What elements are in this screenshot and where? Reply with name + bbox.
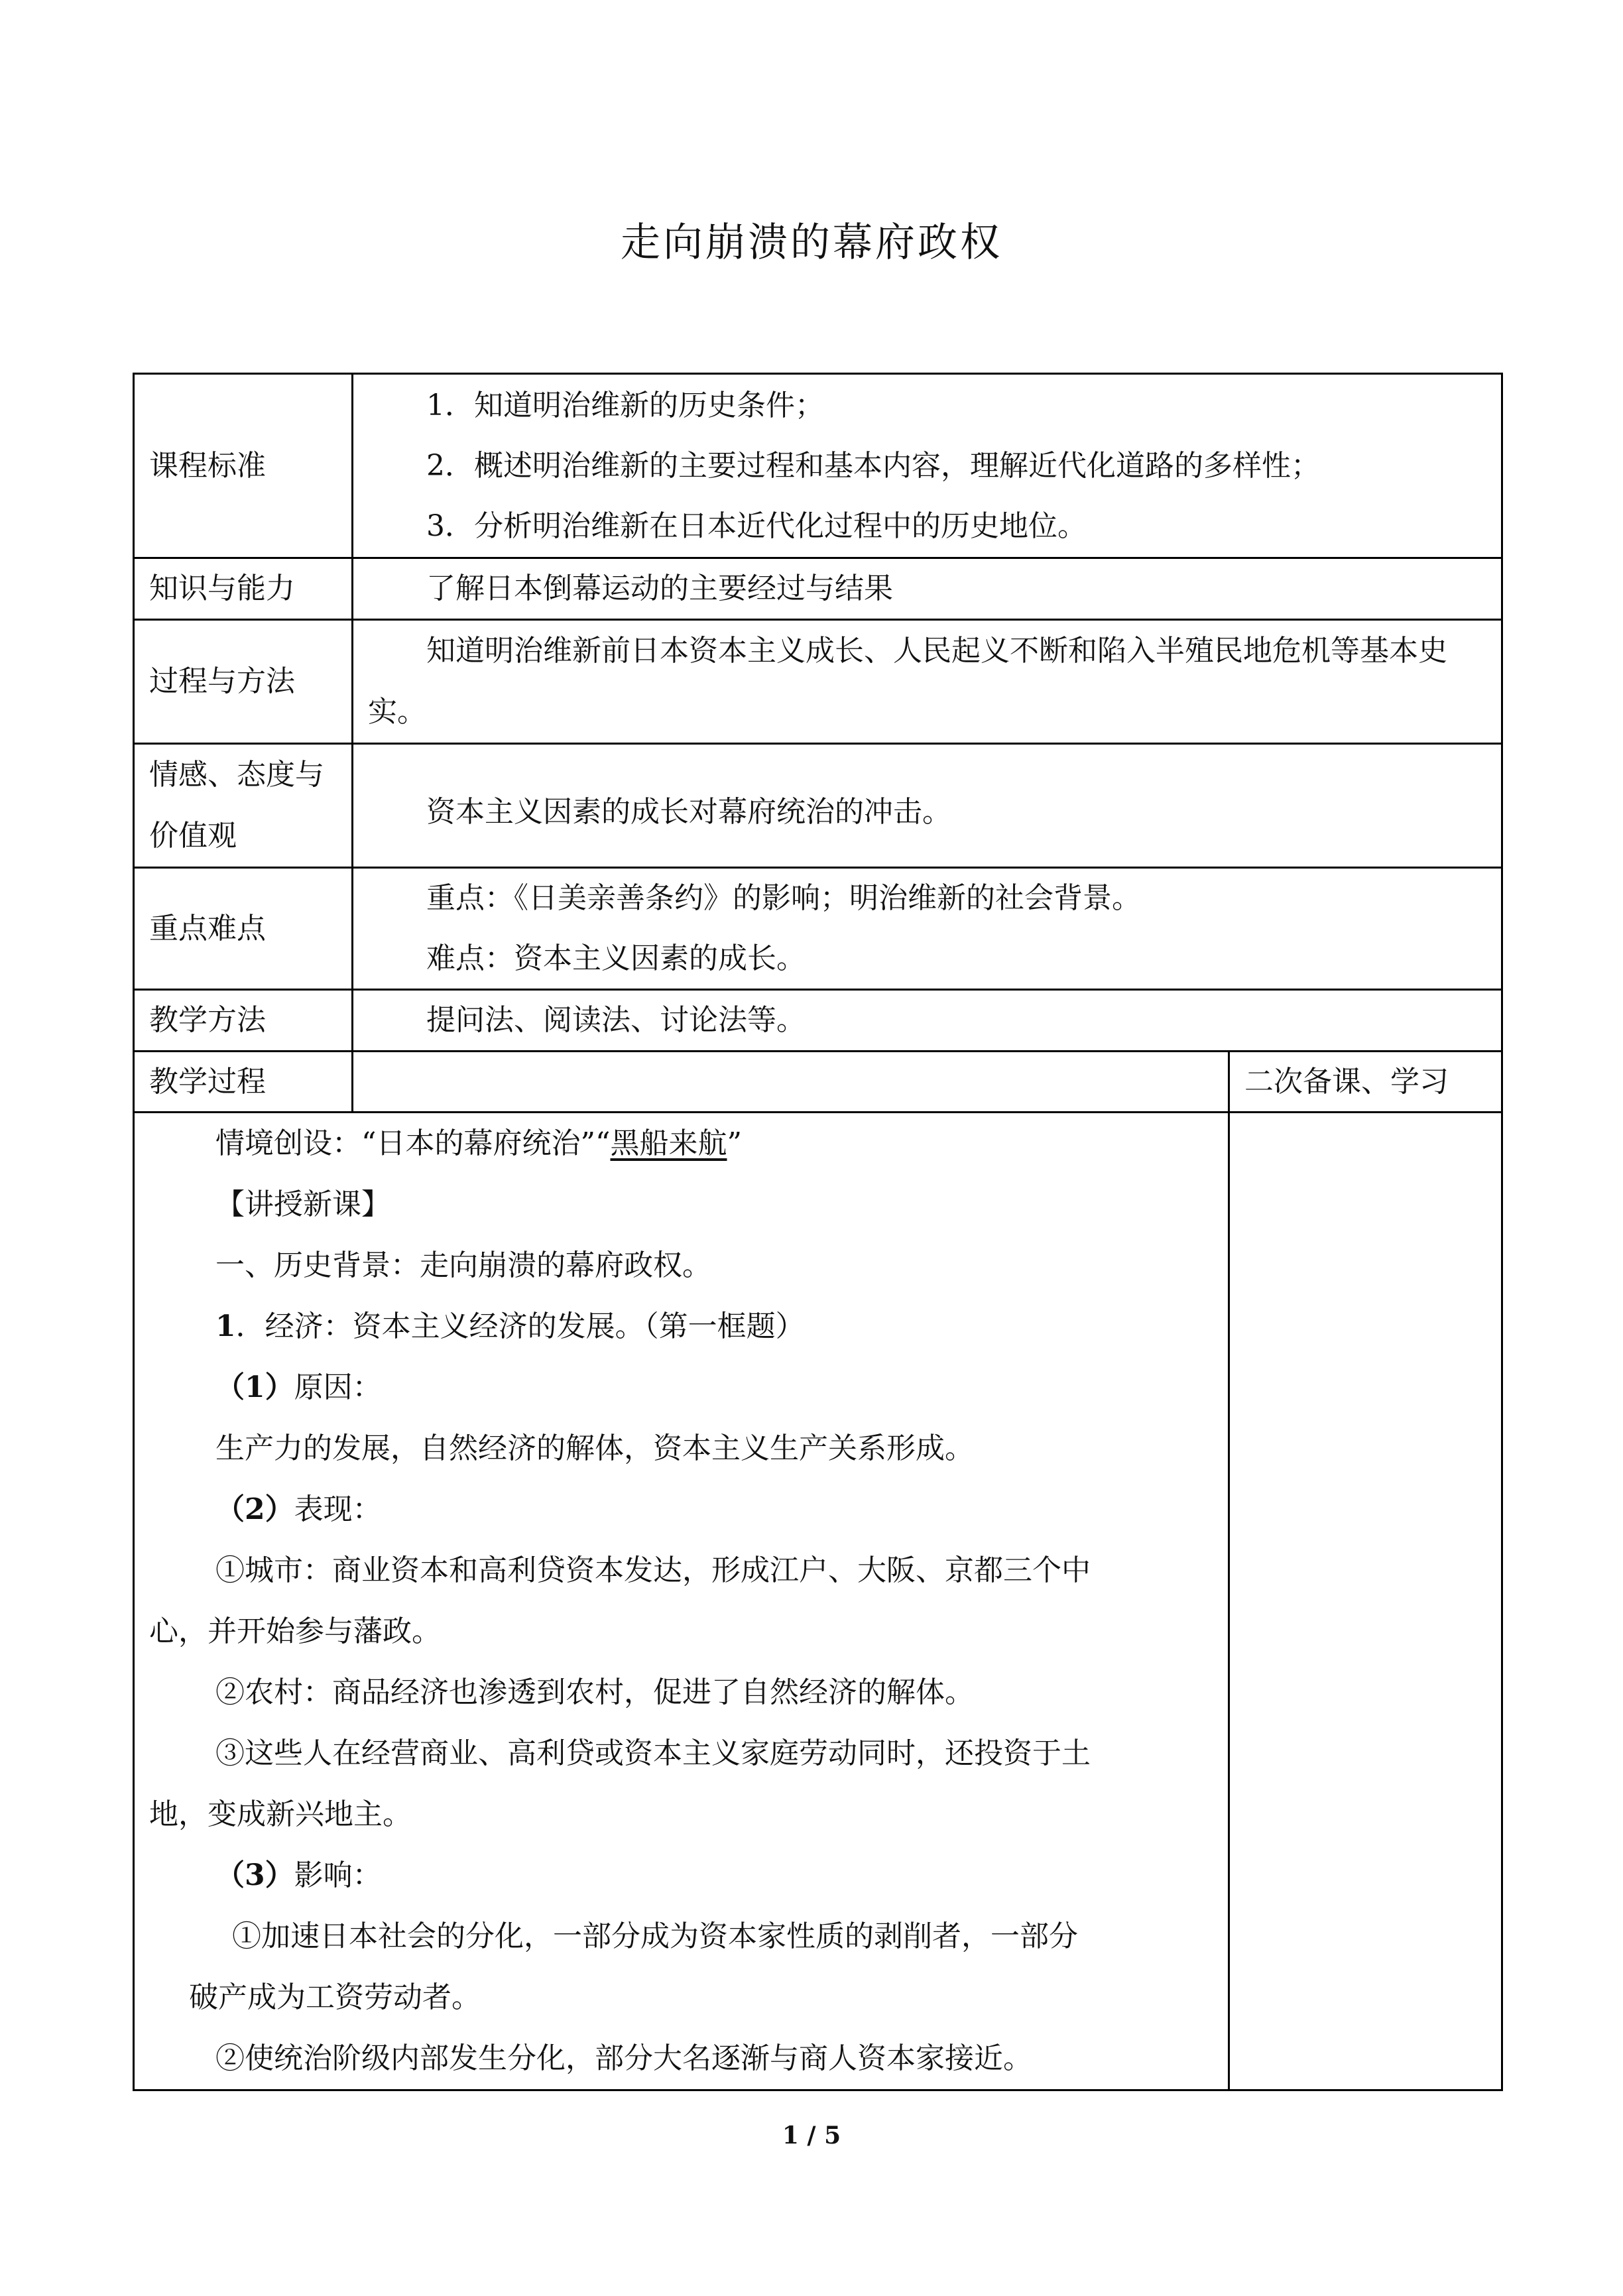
impact-2: ②使统治阶级内部发生分化，部分大名逐渐与商人资本家接近。 <box>215 2041 1032 2075</box>
row-teaching-procedure-header <box>134 1052 1502 1113</box>
manifestation-2: ②农村：商品经济也渗透到农村，促进了自然经济的解体。 <box>215 1675 974 1709</box>
difficult-point-text: 难点：资本主义因素的成长。 <box>426 941 806 975</box>
cause-detail: 生产力的发展，自然经济的解体，资本主义生产关系形成。 <box>215 1431 974 1465</box>
point-1-line <box>149 1296 1213 1357</box>
key-point-text: 重点：《日美亲善条约》的影响；明治维新的社会背景。 <box>426 881 1141 915</box>
section-1-heading: 一、历史背景：走向崩溃的幕府政权。 <box>215 1248 711 1282</box>
manifestation-number: （2） <box>215 1492 294 1526</box>
label-emotion-line1: 情感、态度与 <box>149 758 324 792</box>
point-1-text: ．经济：资本主义经济的发展。（第一框题） <box>235 1309 805 1343</box>
teaching-method-text: 提问法、阅读法、讨论法等。 <box>426 1003 806 1037</box>
label-process-method: 过程与方法 <box>134 620 353 744</box>
label-emotion-values <box>134 744 353 868</box>
manifestation-1-line1: ①城市：商业资本和高利贷资本发达，形成江户、大阪、京都三个中 <box>215 1553 1091 1587</box>
label-key-difficult-points: 重点难点 <box>134 868 353 990</box>
label-teaching-method: 教学方法 <box>134 990 353 1052</box>
row-teaching-method <box>134 990 1502 1052</box>
lesson-plan-table <box>133 373 1503 2091</box>
page-number: 1 / 5 <box>782 2122 841 2149</box>
scenario-black-ships: 黑船来航 <box>610 1126 727 1160</box>
cause-number: （1） <box>215 1370 294 1404</box>
row-knowledge-ability <box>134 558 1502 620</box>
key-difficult-content <box>353 868 1502 990</box>
row-emotion-values <box>134 744 1502 868</box>
teaching-procedure-empty-cell <box>353 1052 1229 1113</box>
document-title: 走向崩溃的幕府政权 <box>621 219 1002 266</box>
label-emotion-line2: 价值观 <box>149 819 237 853</box>
process-method-content <box>353 620 1502 744</box>
manifestation-line <box>149 1479 1213 1540</box>
row-key-difficult-points <box>134 868 1502 990</box>
standard-item-2: 2．概述明治维新的主要过程和基本内容，理解近代化道路的多样性； <box>426 448 1320 483</box>
knowledge-ability-content <box>353 558 1502 620</box>
impact-line <box>149 1845 1213 1906</box>
manifestation-text: 表现： <box>294 1492 382 1526</box>
manifestation-1-line2: 心，并开始参与藩政。 <box>149 1614 441 1648</box>
impact-number: （3） <box>215 1858 294 1892</box>
label-knowledge-ability: 知识与能力 <box>134 558 353 620</box>
process-method-text: 知道明治维新前日本资本主义成长、人民起义不断和陷入半殖民地危机等基本史实。 <box>368 634 1447 729</box>
new-lesson-heading: 【讲授新课】 <box>215 1187 391 1221</box>
impact-1-line2: 破产成为工资劳动者。 <box>189 1980 481 2014</box>
cause-line <box>149 1357 1213 1418</box>
row-process-method <box>134 620 1502 744</box>
impact-1-line1: ①加速日本社会的分化，一部分成为资本家性质的剥削者，一部分 <box>232 1919 1078 1953</box>
standard-item-1: 1．知道明治维新的历史条件； <box>426 388 824 422</box>
manifestation-3-line1: ③这些人在经营商业、高利贷或资本主义家庭劳动同时，还投资于土 <box>215 1736 1091 1770</box>
emotion-values-text: 资本主义因素的成长对幕府统治的冲击。 <box>426 795 951 829</box>
manifestation-3-line2: 地，变成新兴地主。 <box>149 1797 412 1831</box>
label-teaching-procedure: 教学过程 <box>134 1052 353 1113</box>
scenario-prefix: 情境创设：“日本的幕府统治”“ <box>215 1126 611 1160</box>
label-secondary-preparation: 二次备课、学习 <box>1229 1052 1502 1113</box>
secondary-preparation-notes-cell <box>1229 1113 1502 2090</box>
impact-text: 影响： <box>294 1858 382 1892</box>
row-course-standards <box>134 374 1502 558</box>
standard-item-3: 3．分析明治维新在日本近代化过程中的历史地位。 <box>426 509 1087 543</box>
point-1-number: 1 <box>215 1309 236 1343</box>
teaching-body-content <box>134 1113 1229 2090</box>
course-standards-content <box>353 374 1502 558</box>
cause-text: 原因： <box>294 1370 382 1404</box>
teaching-method-content <box>353 990 1502 1052</box>
label-course-standards: 课程标准 <box>134 374 353 558</box>
emotion-values-content <box>353 744 1502 868</box>
scenario-line <box>149 1113 1213 1174</box>
knowledge-ability-text: 了解日本倒幕运动的主要经过与结果 <box>426 572 893 605</box>
row-teaching-body <box>134 1113 1502 2090</box>
scenario-suffix: ” <box>727 1126 742 1160</box>
